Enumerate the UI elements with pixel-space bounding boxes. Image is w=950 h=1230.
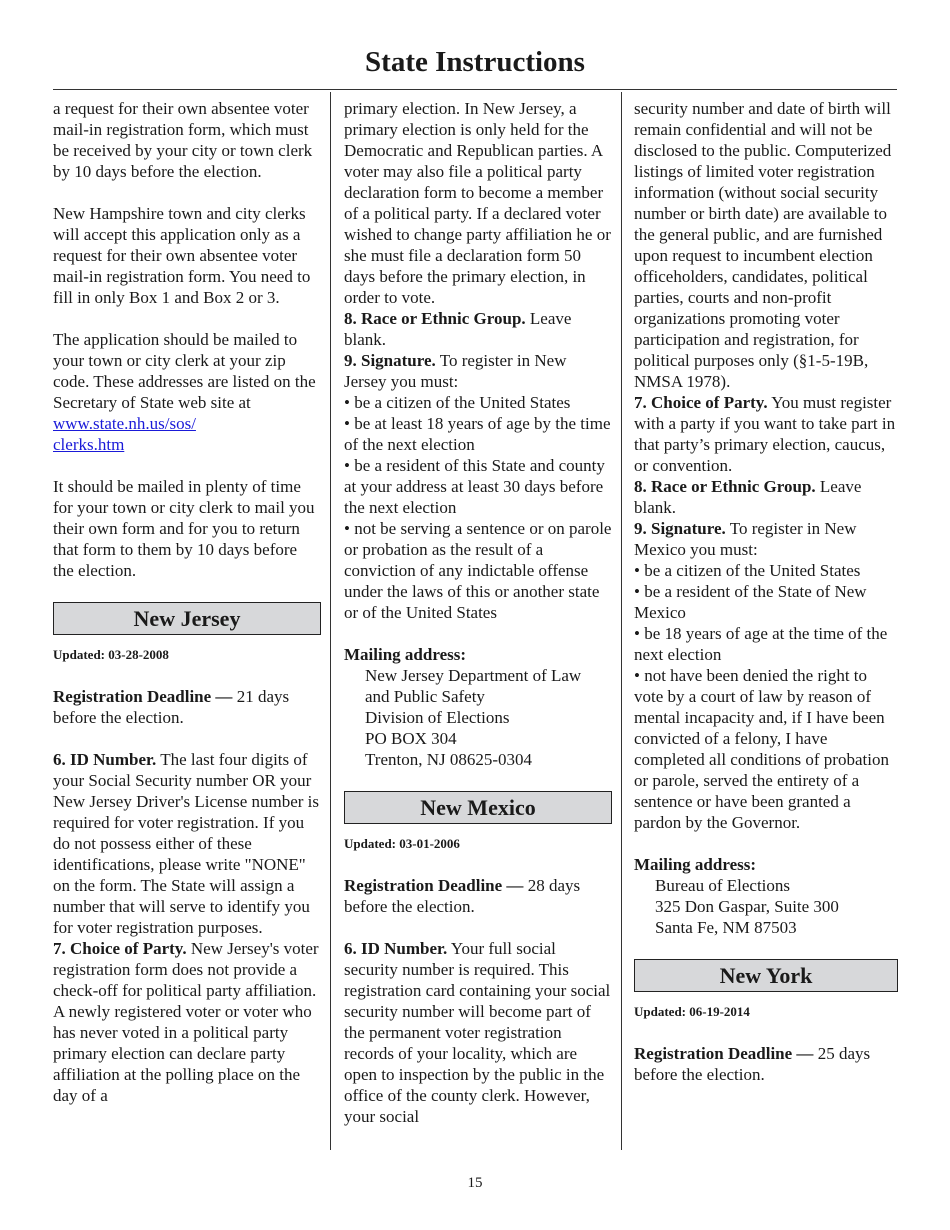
- column-1: [53, 98, 321, 1106]
- registration-deadline: Registration Deadline — 28 days before the election.: [344, 876, 581, 916]
- address-line: Division of Elections: [365, 708, 510, 727]
- nm-privacy-paragraph: security number and date of birth will remain confidential and will not be disclosed to the public. Computerized listings of limited voter registration information (without social security number or birth date) are available to the general public, and are furnished upon request to incumbent election officeholders, candidates, political parties, courts and non-profit organizations promoting voter participation and registration, for political purposes only (§1-5-19B, NMSA 1978).: [634, 99, 892, 391]
- updated-date: Updated: 03-01-2006: [344, 836, 460, 851]
- mailing-address-label: Mailing address:: [634, 855, 757, 874]
- requirement-item: • not have been denied the right to vote by a court of law by reason of mental incapacity and, if I have been convicted of a felony, I have completed all conditions of probation or parole, served the entirety of a sentence or have been granted a pardon by the Governor.: [634, 666, 889, 832]
- nh-paragraph: [53, 329, 321, 455]
- choice-of-party-section: 7. Choice of Party. You must register with a party if you want to take part in that party’s primary election, caucus, or convention.: [634, 393, 896, 475]
- page-title: State Instructions: [365, 46, 585, 78]
- column-divider: [621, 92, 622, 1150]
- title-rule: [53, 89, 897, 90]
- column-2: [344, 98, 612, 1127]
- new-york-heading: New York: [634, 959, 898, 992]
- page-number: 15: [467, 1175, 483, 1191]
- updated-date: Updated: 06-19-2014: [634, 1004, 750, 1019]
- column-3: [634, 98, 898, 1085]
- id-number-section: 6. ID Number. Your full social security number is required. This registration card containing your social security number will become part of the permanent voter registration records of your locality, which are open to inspection by the public in the office of the county clerk. However, your social: [344, 939, 611, 1126]
- mailing-address-label: Mailing address:: [344, 645, 467, 664]
- id-number-section: 6. ID Number. The last four digits of your Social Security number OR your New Jersey Driver's License number is required for voter registration. If you do not possess either of these identifications, please write "NONE" on the form. The State will assign a number that will serve to identify you for voter registration purposes.: [53, 750, 320, 937]
- requirement-item: • be a citizen of the United States: [634, 561, 861, 580]
- nh-paragraph: New Hampshire town and city clerks will accept this application only as a request for their own absentee voter mail-in registration form. You need to fill in only Box 1 and Box 2 or 3.: [53, 204, 311, 307]
- clerks-link[interactable]: www.state.nh.us/sos/ clerks.htm: [53, 414, 196, 454]
- address-line: Santa Fe, NM 87503: [655, 918, 797, 937]
- address-line: Trenton, NJ 08625-0304: [365, 750, 533, 769]
- nj-party-paragraph: primary election. In New Jersey, a primary election is only held for the Democratic and Republican parties. A voter may also file a political party declaration form to become a member of a political party. If a declared voter wished to change party affiliation he or she must file a declaration form 50 days before the primary election, in order to vote.: [344, 99, 611, 307]
- registration-deadline: Registration Deadline — 21 days before the election.: [53, 687, 290, 727]
- address-line: Bureau of Elections: [655, 876, 791, 895]
- address-line: and Public Safety: [365, 687, 485, 706]
- address-line: New Jersey Department of Law: [365, 666, 582, 685]
- address-line: PO BOX 304: [365, 729, 457, 748]
- choice-of-party-section: 7. Choice of Party. New Jersey's voter registration form does not provide a check-off for political party affiliation. A newly registered voter or voter who has never voted in a political party primary election can declare party affiliation at the polling place on the day of a: [53, 939, 319, 1105]
- updated-date: Updated: 03-28-2008: [53, 647, 169, 662]
- requirement-item: • be a resident of the State of New Mexico: [634, 582, 867, 622]
- race-section: 8. Race or Ethnic Group. Leave blank.: [634, 477, 862, 517]
- nh-paragraph: a request for their own absentee voter mail-in registration form, which must be received by your city or town clerk by 10 days before the election.: [53, 99, 313, 181]
- nh-paragraph: It should be mailed in plenty of time for your town or city clerk to mail you their own form and for you to return that form to them by 10 days before the election.: [53, 477, 315, 580]
- requirement-item: • be a resident of this State and county at your address at least 30 days before the next election: [344, 456, 605, 517]
- new-mexico-heading: New Mexico: [344, 791, 612, 824]
- race-section: 8. Race or Ethnic Group. Leave blank.: [344, 309, 572, 349]
- registration-deadline: Registration Deadline — 25 days before the election.: [634, 1044, 871, 1084]
- new-jersey-heading: New Jersey: [53, 602, 321, 635]
- signature-section: 9. Signature. To register in New Mexico you must:: [634, 519, 857, 559]
- column-divider: [330, 92, 331, 1150]
- signature-section: 9. Signature. To register in New Jersey you must:: [344, 351, 567, 391]
- requirement-item: • not be serving a sentence or on parole or probation as the result of a conviction of any indictable offense under the laws of this or another state or of the United States: [344, 519, 612, 622]
- address-line: 325 Don Gaspar, Suite 300: [655, 897, 839, 916]
- requirement-item: • be at least 18 years of age by the time of the next election: [344, 414, 611, 454]
- nh-paragraph-text: The application should be mailed to your town or city clerk at your zip code. These addresses are listed on the Secretary of State web site at: [53, 330, 316, 412]
- requirement-item: • be a citizen of the United States: [344, 393, 571, 412]
- requirement-item: • be 18 years of age at the time of the next election: [634, 624, 888, 664]
